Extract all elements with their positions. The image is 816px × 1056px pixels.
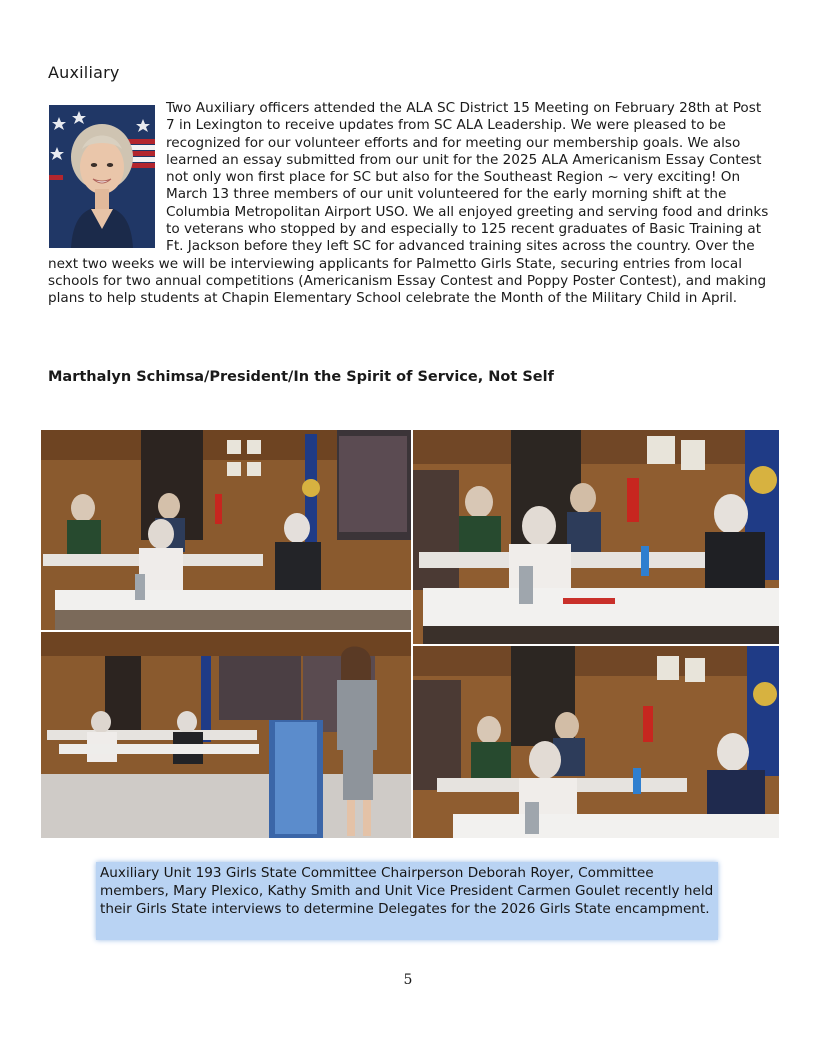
photo-caption: Auxiliary Unit 193 Girls State Committee Chairperson Deborah Royer, Committee members, Mary Plexico, Kathy Smith and Unit Vice President Carmen Goulet recently held their Girls State interviews to determine Delegates for the 2026 Girls State encampment. [100, 865, 714, 918]
section-body-text: Two Auxiliary officers attended the ALA SC District 15 Meeting on February 28th at Post 7 in Lexington to receive updates from SC ALA Leadership. We were pleased to be recognized for our volunteer efforts and for meeting our membership goals. We also learned an essay submitted from our unit for the 2025 ALA Americanism Essay Contest not only won first place for SC but also for the Southeast Region ~ very exciting! On March 13 three members of our unit volunteered for the early morning shift at the Columbia Metropolitan Airport USO. We all enjoyed greeting and serving food and drinks to veterans who stopped by and especially to 125 recent graduates of Basic Training at Ft. Jackson before they left SC for advanced training sites across the country. Over the next two weeks we will be interviewing applicants for Palmetto Girls State, securing entries from local schools for two annual competitions (Americanism Essay Contest and Poppy Poster Contest), and making plans to help students at Chapin Elementary School celebrate the Month of the Military Child in April. [48, 100, 769, 307]
photo-caption-box [96, 862, 718, 940]
portrait-text-wrap [48, 100, 166, 253]
president-signature: Marthalyn Schimsa/President/In the Spirit of Service, Not Self [48, 369, 554, 385]
section-body [48, 100, 770, 308]
section-heading: Auxiliary [48, 63, 120, 82]
interview-photo-collage [41, 430, 779, 838]
page-number: 5 [403, 972, 413, 988]
photo-committee-tables [41, 430, 411, 630]
photo-committee-closeup [413, 430, 779, 644]
photo-applicant-interview [41, 632, 411, 838]
photo-committee-reviewing [413, 646, 779, 838]
